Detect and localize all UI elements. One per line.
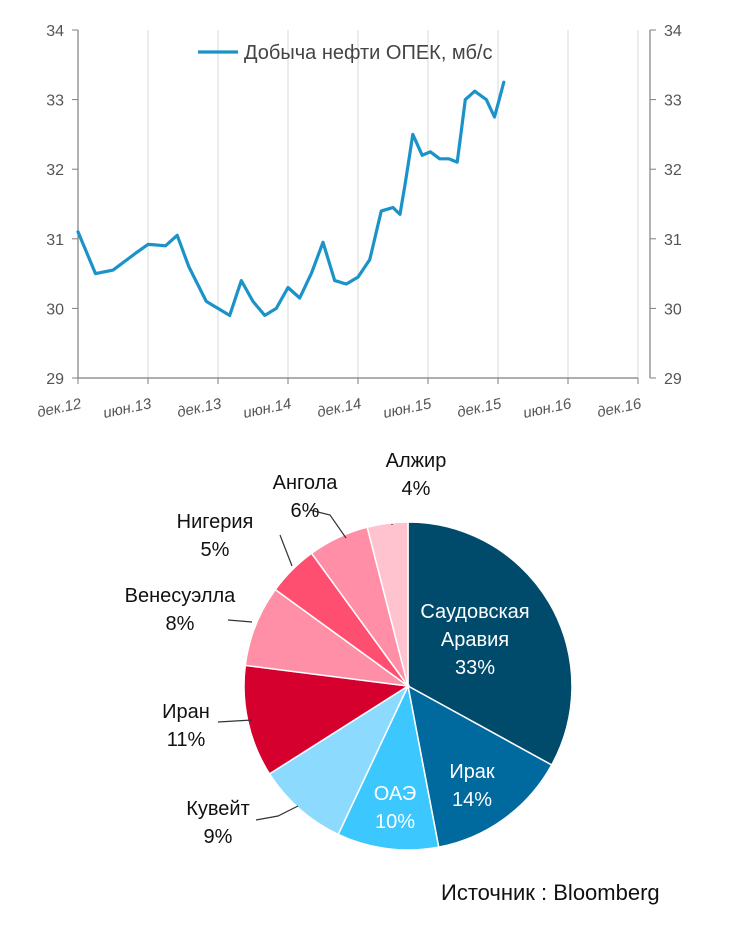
slice-label: Кувейт bbox=[186, 798, 250, 820]
slice-pct-label: 5% bbox=[200, 539, 230, 561]
y-tick-label-left: 33 bbox=[46, 92, 64, 110]
slice-label: Иран bbox=[162, 701, 210, 723]
y-tick-label-right: 31 bbox=[664, 231, 682, 249]
slice-pct-label: 14% bbox=[451, 789, 493, 811]
slice-label: Нигерия bbox=[176, 511, 254, 533]
slice-label: Ангола bbox=[272, 472, 338, 494]
y-tick-label-right: 29 bbox=[664, 371, 682, 388]
slice-pct-label: 33% bbox=[454, 657, 496, 679]
legend-label: Добыча нефти ОПЕК, мб/с bbox=[244, 42, 493, 64]
leader-line bbox=[218, 720, 252, 722]
line-chart bbox=[36, 23, 682, 422]
y-tick-label-left: 34 bbox=[46, 23, 64, 40]
y-tick-label-right: 30 bbox=[664, 301, 682, 319]
slice-pct-label: 8% bbox=[165, 613, 195, 635]
slice-pct-label: 11% bbox=[166, 729, 206, 751]
y-tick-label-right: 33 bbox=[664, 92, 682, 110]
y-tick-label-right: 32 bbox=[664, 162, 682, 180]
slice-label: Алжир bbox=[385, 450, 447, 472]
y-tick-label-right: 34 bbox=[664, 23, 682, 40]
slice-pct-label: 4% bbox=[401, 478, 431, 500]
x-tick-label: дек.14 bbox=[315, 395, 363, 422]
x-tick-label: дек.16 bbox=[595, 395, 643, 422]
slice-label: Аравия bbox=[440, 629, 510, 651]
slice-label: ОАЭ bbox=[373, 783, 417, 805]
leader-line bbox=[256, 806, 298, 820]
slice-pct-label: 10% bbox=[374, 811, 416, 833]
x-tick-label: июн.16 bbox=[521, 395, 573, 423]
x-tick-label: июн.14 bbox=[241, 395, 293, 423]
slice-pct-label: 6% bbox=[290, 500, 320, 522]
leader-line bbox=[228, 620, 252, 622]
slice-label: Ирак bbox=[449, 761, 495, 783]
y-tick-label-left: 30 bbox=[46, 301, 64, 319]
x-tick-label: июн.13 bbox=[101, 395, 153, 423]
slice-label: Венесуэлла bbox=[124, 585, 236, 607]
y-tick-label-left: 31 bbox=[46, 231, 64, 249]
x-tick-label: дек.12 bbox=[35, 395, 83, 422]
leader-line bbox=[280, 535, 292, 566]
x-tick-label: июн.15 bbox=[381, 395, 433, 423]
y-tick-label-left: 29 bbox=[46, 371, 64, 388]
x-tick-label: дек.13 bbox=[175, 395, 223, 422]
slice-pct-label: 9% bbox=[203, 826, 233, 848]
pie-chart bbox=[125, 450, 572, 850]
slice-label: Саудовская bbox=[420, 601, 530, 623]
y-tick-label-left: 32 bbox=[46, 162, 64, 180]
series-line bbox=[78, 82, 504, 315]
x-tick-label: дек.15 bbox=[455, 395, 503, 422]
source-note: Источник : Bloomberg bbox=[441, 880, 660, 905]
